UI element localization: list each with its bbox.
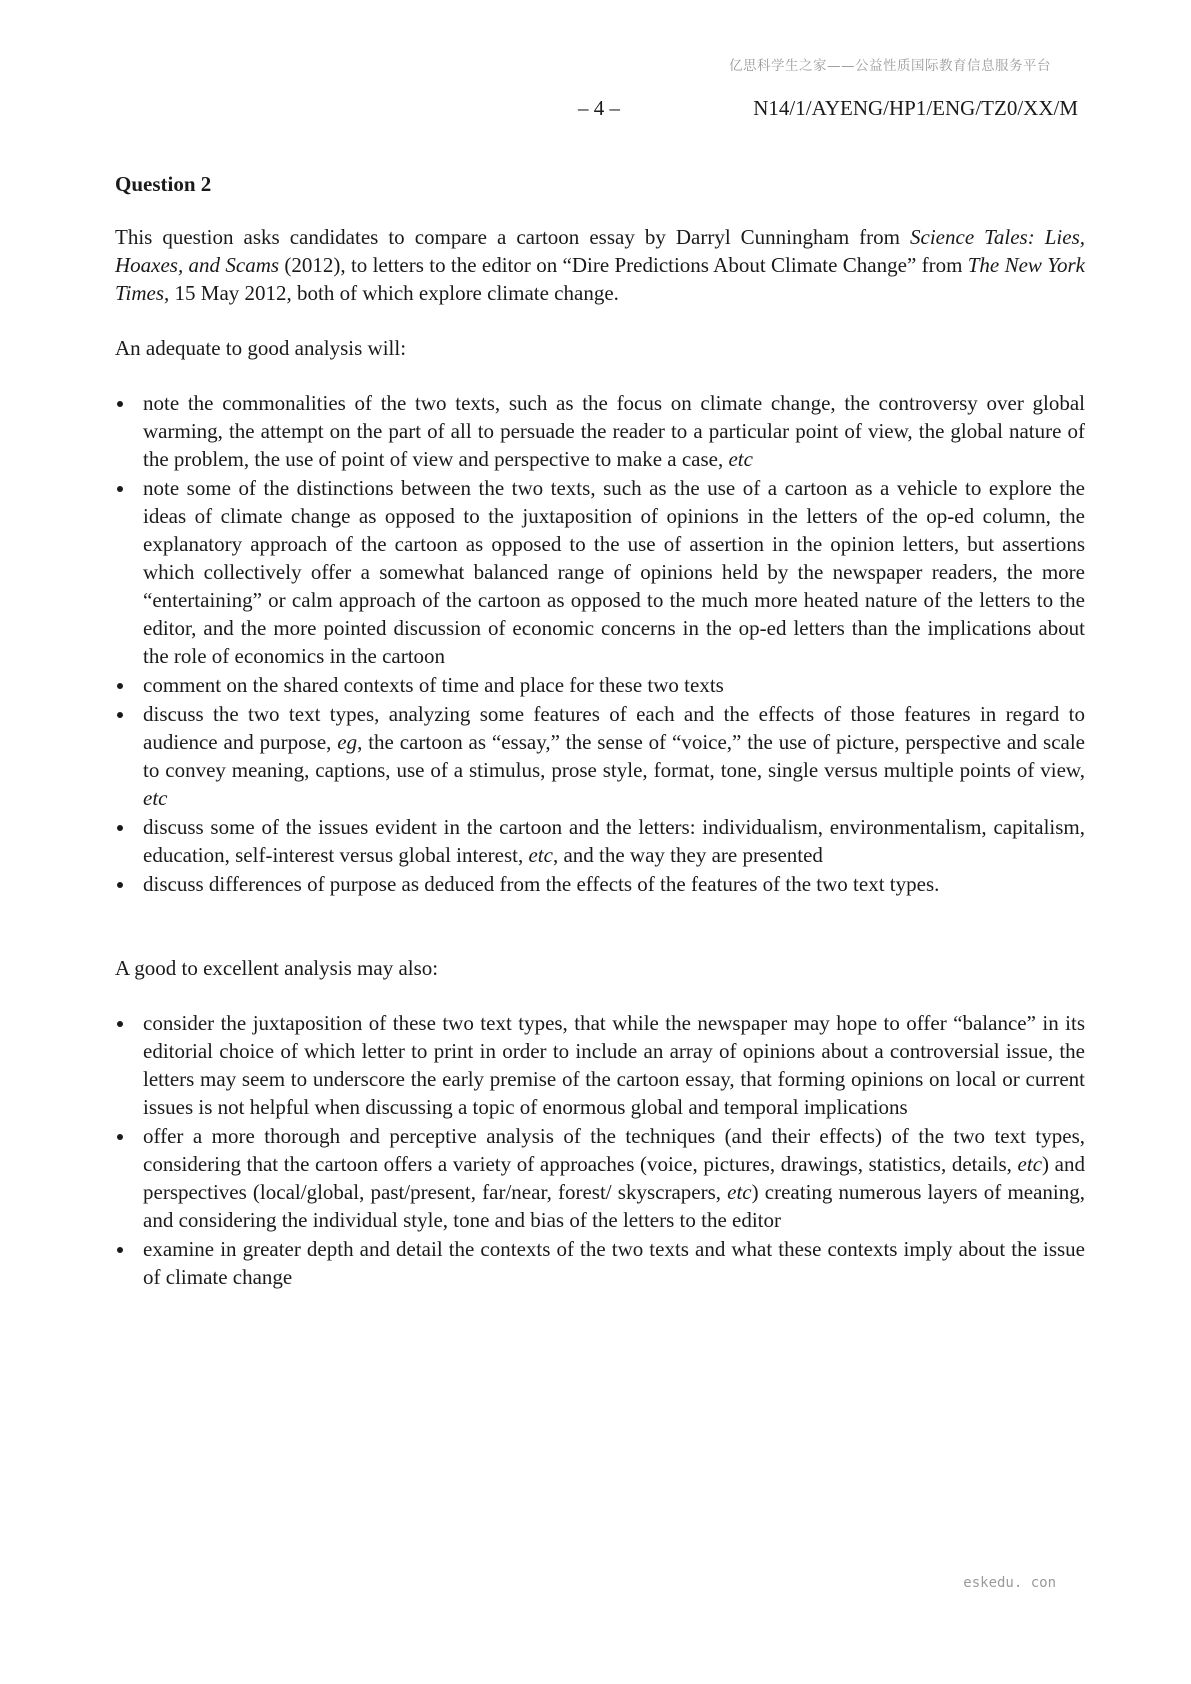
intro-text-3: , 15 May 2012, both of which explore climate change.: [164, 281, 619, 305]
list-item: discuss the two text types, analyzing some features of each and the effects of those features in regard to audience and purpose, eg, the cartoon as “essay,” the sense of “voice,” the use of picture, perspective and scale to convey meaning, captions, use of a stimulus, prose style, format, tone, single versus multiple points of view, etc: [115, 700, 1085, 812]
page-header: [0, 96, 1191, 126]
excellent-analysis-list: [115, 1009, 1085, 1291]
list-item: note the commonalities of the two texts, such as the focus on climate change, the controversy over global warming, the attempt on the part of all to persuade the reader to a particular point of view, the global nature of the problem, the use of point of view and perspective to make a case, etc: [115, 389, 1085, 473]
list-item: offer a more thorough and perceptive analysis of the techniques (and their effects) of the two text types, considering that the cartoon offers a variety of approaches (voice, pictures, drawings, statistics, details, etc) and perspectives (local/global, past/present, far/near, forest/ skyscrapers, etc) creating numerous layers of meaning, and considering the individual style, tone and bias of the letters to the editor: [115, 1122, 1085, 1234]
intro-text-2: (2012), to letters to the editor on “Dire Predictions About Climate Change” from: [279, 253, 968, 277]
question-intro: [115, 223, 1085, 307]
adequate-analysis-heading: An adequate to good analysis will:: [115, 336, 407, 360]
book-title: Science Tales: Lies, Hoaxes, and Scams: [115, 225, 1085, 277]
page-number: – 4 –: [578, 96, 620, 120]
document-body: [115, 170, 1085, 1292]
list-item: discuss differences of purpose as deduced from the effects of the features of the two text types.: [115, 870, 1085, 898]
paper-code: N14/1/AYENG/HP1/ENG/TZ0/XX/M: [753, 96, 1078, 120]
newspaper-title: The New York Times: [115, 253, 1085, 305]
list-item: examine in greater depth and detail the contexts of the two texts and what these contexts imply about the issue of climate change: [115, 1235, 1085, 1291]
list-item: note some of the distinctions between the two texts, such as the use of a cartoon as a vehicle to explore the ideas of climate change as opposed to the juxtaposition of opinions in the letters of the op-ed column, the explanatory approach of the cartoon as opposed to the use of assertion in the opinion letters, but assertions which collectively offer a somewhat balanced range of opinions held by the newspaper readers, the more “entertaining” or calm approach of the cartoon as opposed to the much more heated nature of the letters to the editor, and the more pointed discussion of economic concerns in the op-ed letters than the implications about the role of economics in the cartoon: [115, 474, 1085, 670]
adequate-analysis-list: [115, 389, 1085, 898]
intro-text-1: This question asks candidates to compare a cartoon essay by Darryl Cunningham from: [115, 225, 911, 249]
list-item: discuss some of the issues evident in the cartoon and the letters: individualism, environmentalism, capitalism, education, self-interest versus global interest, etc, and the way they are presented: [115, 813, 1085, 869]
top-watermark: 亿思科学生之家——公益性质国际教育信息服务平台: [729, 58, 1051, 74]
question-title: Question 2: [115, 172, 212, 196]
list-item: comment on the shared contexts of time and place for these two texts: [115, 671, 1085, 699]
bottom-watermark: eskedu. con: [963, 1575, 1056, 1591]
list-item: consider the juxtaposition of these two text types, that while the newspaper may hope to offer “balance” in its editorial choice of which letter to print in order to include an array of opinions about a controversial issue, the letters may seem to underscore the early premise of the cartoon essay, that forming opinions on local or current issues is not helpful when discussing a topic of enormous global and temporal implications: [115, 1009, 1085, 1121]
excellent-analysis-heading: A good to excellent analysis may also:: [115, 956, 439, 980]
